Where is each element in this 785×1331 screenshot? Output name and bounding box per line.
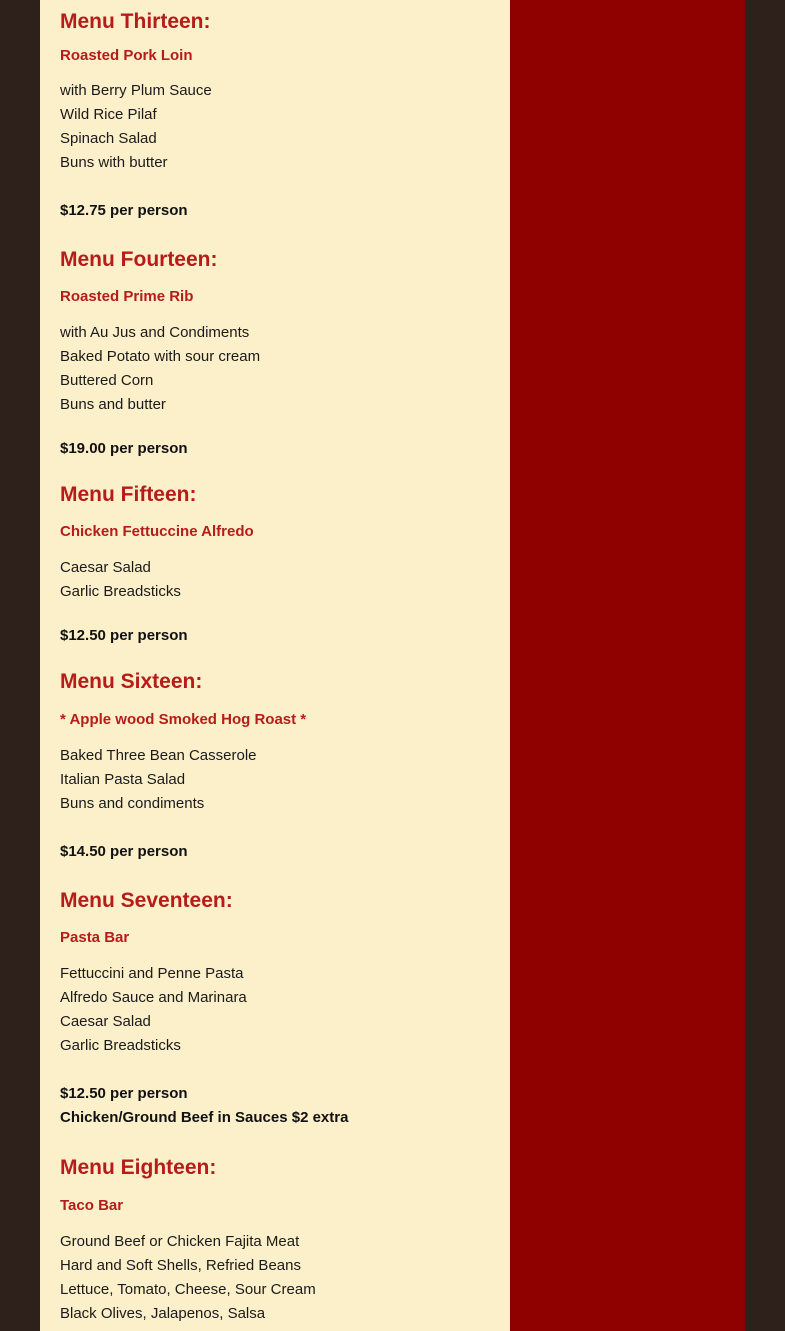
menu-price: $14.50 per person bbox=[60, 843, 188, 860]
dish-title: Chicken Fettuccine Alfredo bbox=[60, 523, 254, 540]
menu-item: Wild Rice Pilaf bbox=[60, 106, 157, 123]
menu-item: Ground Beef or Chicken Fajita Meat bbox=[60, 1233, 300, 1250]
menu-item: Baked Potato with sour cream bbox=[60, 348, 261, 365]
menu-item: Garlic Breadsticks bbox=[60, 583, 181, 600]
menu-price: $12.50 per person bbox=[60, 1085, 188, 1102]
menu-item: Lettuce, Tomato, Cheese, Sour Cream bbox=[60, 1281, 316, 1298]
menu-title: Menu Seventeen: bbox=[60, 889, 233, 912]
menu-item: Italian Pasta Salad bbox=[60, 771, 186, 788]
menu-item: with Berry Plum Sauce bbox=[60, 82, 212, 99]
dish-title: Roasted Pork Loin bbox=[60, 47, 193, 64]
menu-item: Baked Three Bean Casserole bbox=[60, 747, 257, 764]
menu-title: Menu Eighteen: bbox=[60, 1156, 217, 1179]
menu-title: Menu Sixteen: bbox=[60, 670, 203, 693]
menu-title: Menu Fourteen: bbox=[60, 248, 218, 271]
menu-item: Buns with butter bbox=[60, 154, 168, 171]
menu-item: Caesar Salad bbox=[60, 559, 151, 576]
menu-item: Buns and butter bbox=[60, 396, 166, 413]
menu-item: Caesar Salad bbox=[60, 1013, 151, 1030]
menu-item: Buns and condiments bbox=[60, 795, 205, 812]
dish-title: Taco Bar bbox=[60, 1197, 124, 1214]
menu-item: Buttered Corn bbox=[60, 372, 154, 389]
dish-title: Roasted Prime Rib bbox=[60, 288, 194, 305]
menu-title: Menu Fifteen: bbox=[60, 483, 197, 506]
menu-price: $19.00 per person bbox=[60, 440, 188, 457]
menu-item: Fettuccini and Penne Pasta bbox=[60, 965, 244, 982]
dish-title: * Apple wood Smoked Hog Roast * bbox=[60, 711, 307, 728]
menu-item: Black Olives, Jalapenos, Salsa bbox=[60, 1305, 266, 1322]
menu-extra-note: Chicken/Ground Beef in Sauces $2 extra bbox=[60, 1109, 349, 1126]
menu-content-panel bbox=[40, 0, 510, 1331]
menu-item: Hard and Soft Shells, Refried Beans bbox=[60, 1257, 301, 1274]
menu-item: Alfredo Sauce and Marinara bbox=[60, 989, 247, 1006]
menu-item: with Au Jus and Condiments bbox=[60, 324, 250, 341]
dish-title: Pasta Bar bbox=[60, 929, 130, 946]
menu-price: $12.50 per person bbox=[60, 627, 188, 644]
menu-item: Garlic Breadsticks bbox=[60, 1037, 181, 1054]
sidebar-panel bbox=[510, 0, 745, 1331]
menu-price: $12.75 per person bbox=[60, 202, 188, 219]
menu-item: Spinach Salad bbox=[60, 130, 157, 147]
menu-title: Menu Thirteen: bbox=[60, 10, 211, 33]
